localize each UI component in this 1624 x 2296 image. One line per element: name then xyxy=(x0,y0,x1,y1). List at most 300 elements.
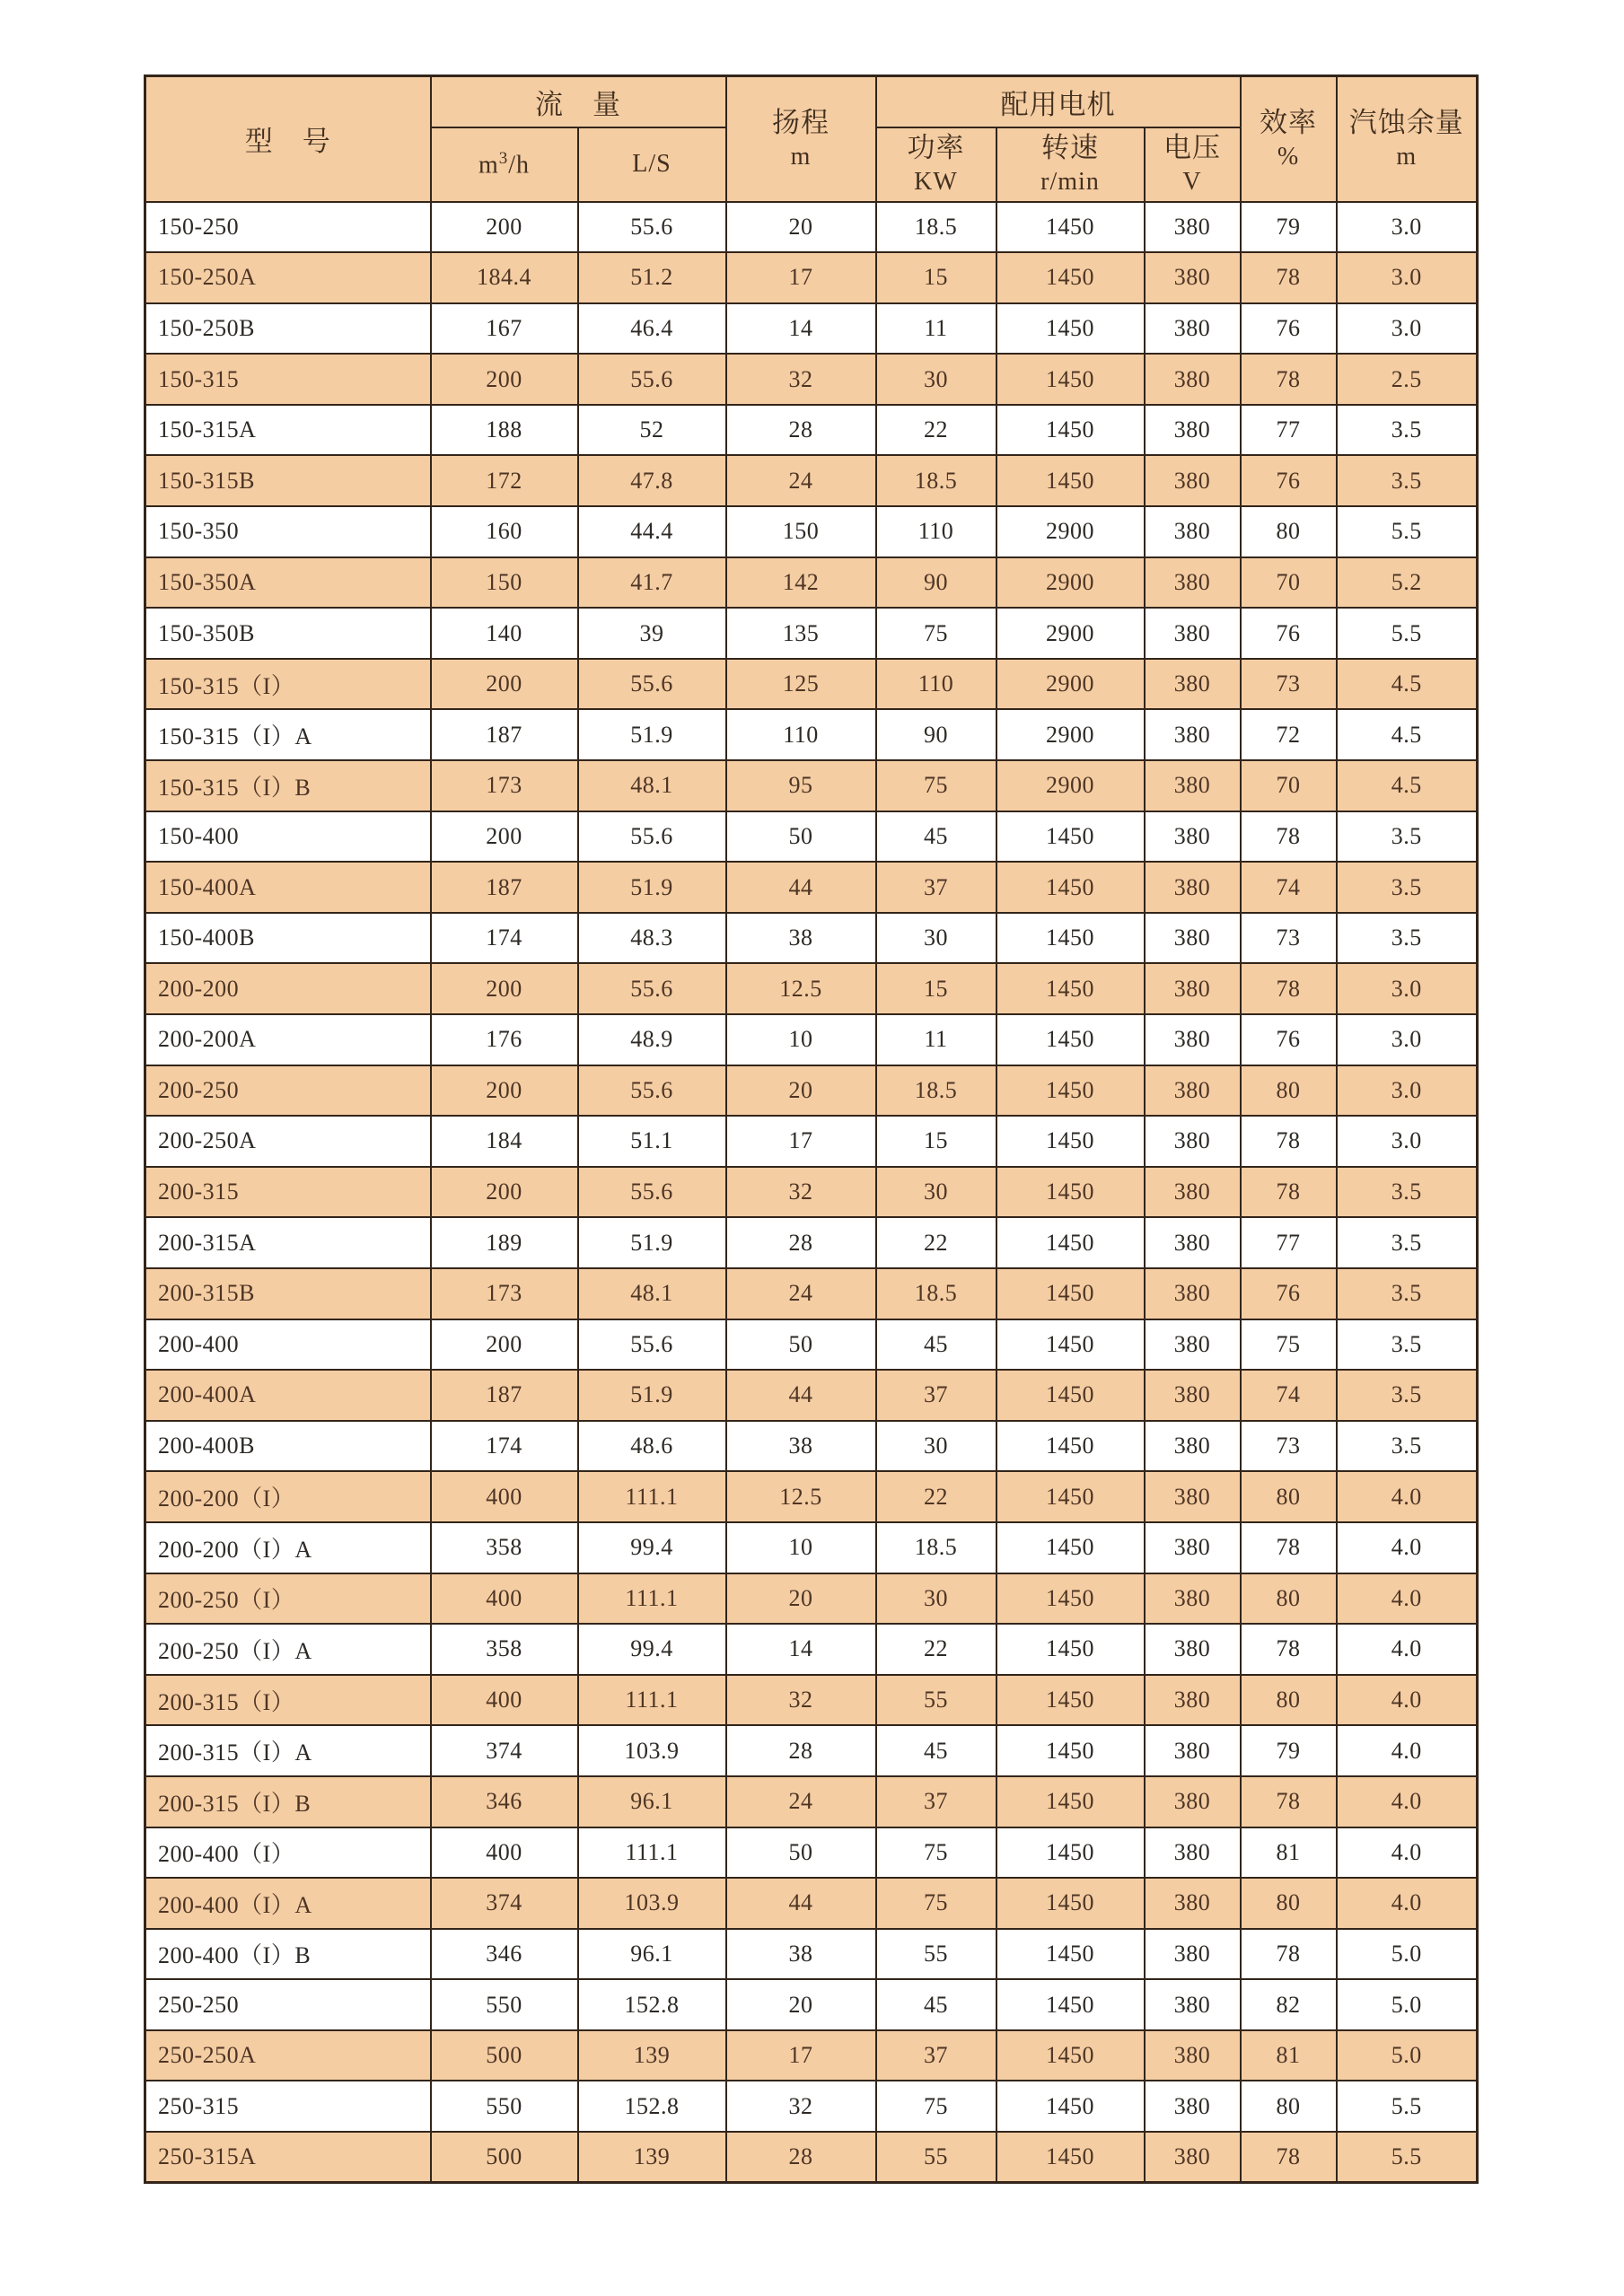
cell-voltage: 380 xyxy=(1145,354,1241,405)
cell-model: 200-250 xyxy=(145,1065,431,1117)
cell-speed: 1450 xyxy=(996,1116,1145,1167)
cell-power: 30 xyxy=(876,1167,996,1218)
header-motor-label: 配用电机 xyxy=(1000,88,1116,120)
cell-npsh: 4.5 xyxy=(1337,709,1478,760)
cell-power: 55 xyxy=(876,1929,996,1980)
cell-speed: 1450 xyxy=(996,963,1145,1014)
cell-ls: 51.9 xyxy=(578,1370,726,1421)
cell-npsh: 5.5 xyxy=(1337,506,1478,557)
cell-efficiency: 72 xyxy=(1241,709,1337,760)
table-row xyxy=(145,1624,1478,1675)
cell-head: 38 xyxy=(726,1421,876,1472)
cell-m3h: 400 xyxy=(431,1827,578,1879)
cell-ls: 111.1 xyxy=(578,1573,726,1625)
table-row xyxy=(145,1725,1478,1776)
cell-head: 28 xyxy=(726,1725,876,1776)
cell-voltage: 380 xyxy=(1145,1675,1241,1726)
cell-efficiency: 73 xyxy=(1241,1421,1337,1472)
header-efficiency-label: 效率 xyxy=(1260,106,1318,138)
cell-head: 17 xyxy=(726,2030,876,2081)
cell-efficiency: 78 xyxy=(1241,1522,1337,1573)
table-row xyxy=(145,1929,1478,1980)
cell-npsh: 3.0 xyxy=(1337,202,1478,253)
cell-efficiency: 78 xyxy=(1241,1929,1337,1980)
cell-npsh: 3.5 xyxy=(1337,455,1478,506)
cell-power: 45 xyxy=(876,1725,996,1776)
cell-power: 110 xyxy=(876,506,996,557)
table-row xyxy=(145,1167,1478,1218)
cell-efficiency: 77 xyxy=(1241,1217,1337,1268)
cell-voltage: 380 xyxy=(1145,1878,1241,1929)
cell-m3h: 400 xyxy=(431,1573,578,1625)
cell-power: 75 xyxy=(876,608,996,659)
cell-ls: 44.4 xyxy=(578,506,726,557)
cell-voltage: 380 xyxy=(1145,2030,1241,2081)
table-row xyxy=(145,455,1478,506)
cell-head: 20 xyxy=(726,1573,876,1625)
cell-model: 200-315（I）B xyxy=(145,1776,431,1827)
cell-speed: 1450 xyxy=(996,1878,1145,1929)
cell-head: 142 xyxy=(726,557,876,609)
cell-voltage: 380 xyxy=(1145,709,1241,760)
cell-model: 150-400B xyxy=(145,913,431,964)
cell-model: 150-315 xyxy=(145,354,431,405)
cell-ls: 55.6 xyxy=(578,202,726,253)
table-row xyxy=(145,1217,1478,1268)
cell-speed: 1450 xyxy=(996,1725,1145,1776)
cell-npsh: 4.0 xyxy=(1337,1471,1478,1522)
table-row xyxy=(145,1471,1478,1522)
cell-speed: 1450 xyxy=(996,2132,1145,2183)
cell-model: 150-350B xyxy=(145,608,431,659)
cell-m3h: 200 xyxy=(431,963,578,1014)
cell-speed: 1450 xyxy=(996,1471,1145,1522)
header-flow-m3h-rest: /h xyxy=(508,151,531,180)
cell-model: 250-250 xyxy=(145,1979,431,2030)
cell-power: 37 xyxy=(876,862,996,913)
cell-model: 200-400 xyxy=(145,1319,431,1371)
cell-speed: 1450 xyxy=(996,1014,1145,1065)
cell-ls: 47.8 xyxy=(578,455,726,506)
cell-voltage: 380 xyxy=(1145,1217,1241,1268)
cell-ls: 52 xyxy=(578,405,726,456)
cell-power: 30 xyxy=(876,1573,996,1625)
cell-power: 15 xyxy=(876,1116,996,1167)
cell-ls: 99.4 xyxy=(578,1522,726,1573)
cell-power: 30 xyxy=(876,1421,996,1472)
table-body xyxy=(145,202,1478,2183)
table-row xyxy=(145,1675,1478,1726)
cell-voltage: 380 xyxy=(1145,862,1241,913)
cell-efficiency: 74 xyxy=(1241,862,1337,913)
cell-speed: 1450 xyxy=(996,455,1145,506)
cell-model: 200-250（I） xyxy=(145,1573,431,1625)
cell-head: 110 xyxy=(726,709,876,760)
cell-head: 10 xyxy=(726,1014,876,1065)
cell-power: 15 xyxy=(876,963,996,1014)
cell-ls: 48.3 xyxy=(578,913,726,964)
cell-head: 10 xyxy=(726,1522,876,1573)
cell-m3h: 173 xyxy=(431,760,578,811)
header-head-label: 扬程 xyxy=(772,106,830,138)
cell-head: 44 xyxy=(726,1370,876,1421)
cell-efficiency: 75 xyxy=(1241,1319,1337,1371)
header-motor-power-unit: KW xyxy=(914,167,958,196)
cell-model: 200-250A xyxy=(145,1116,431,1167)
cell-head: 44 xyxy=(726,862,876,913)
cell-voltage: 380 xyxy=(1145,1421,1241,1472)
cell-power: 37 xyxy=(876,1370,996,1421)
cell-efficiency: 76 xyxy=(1241,455,1337,506)
cell-voltage: 380 xyxy=(1145,455,1241,506)
cell-speed: 2900 xyxy=(996,709,1145,760)
cell-head: 17 xyxy=(726,1116,876,1167)
cell-m3h: 188 xyxy=(431,405,578,456)
cell-m3h: 374 xyxy=(431,1878,578,1929)
cell-voltage: 380 xyxy=(1145,1319,1241,1371)
cell-power: 110 xyxy=(876,659,996,710)
header-motor-power xyxy=(876,127,996,202)
cell-npsh: 5.0 xyxy=(1337,2030,1478,2081)
cell-ls: 48.6 xyxy=(578,1421,726,1472)
cell-voltage: 380 xyxy=(1145,1979,1241,2030)
cell-efficiency: 76 xyxy=(1241,1014,1337,1065)
cell-npsh: 5.0 xyxy=(1337,1929,1478,1980)
cell-voltage: 380 xyxy=(1145,608,1241,659)
cell-model: 250-250A xyxy=(145,2030,431,2081)
cell-power: 22 xyxy=(876,1471,996,1522)
cell-m3h: 550 xyxy=(431,1979,578,2030)
cell-m3h: 187 xyxy=(431,709,578,760)
cell-speed: 1450 xyxy=(996,1522,1145,1573)
table-row xyxy=(145,2132,1478,2183)
cell-head: 12.5 xyxy=(726,1471,876,1522)
cell-model: 200-400（I）A xyxy=(145,1878,431,1929)
cell-voltage: 380 xyxy=(1145,1471,1241,1522)
header-motor-voltage xyxy=(1145,127,1241,202)
cell-power: 22 xyxy=(876,405,996,456)
cell-efficiency: 76 xyxy=(1241,1268,1337,1319)
cell-power: 45 xyxy=(876,1979,996,2030)
cell-head: 38 xyxy=(726,1929,876,1980)
table-row xyxy=(145,659,1478,710)
table-row xyxy=(145,1116,1478,1167)
cell-voltage: 380 xyxy=(1145,963,1241,1014)
cell-m3h: 140 xyxy=(431,608,578,659)
cell-model: 150-350A xyxy=(145,557,431,609)
cell-ls: 39 xyxy=(578,608,726,659)
cell-head: 38 xyxy=(726,913,876,964)
cell-speed: 1450 xyxy=(996,2030,1145,2081)
cell-m3h: 346 xyxy=(431,1776,578,1827)
cell-npsh: 3.5 xyxy=(1337,1370,1478,1421)
header-flow-label: 流 量 xyxy=(535,88,621,120)
cell-m3h: 400 xyxy=(431,1675,578,1726)
cell-m3h: 150 xyxy=(431,557,578,609)
cell-m3h: 346 xyxy=(431,1929,578,1980)
header-head-unit: m xyxy=(790,142,812,171)
cell-speed: 1450 xyxy=(996,202,1145,253)
cell-voltage: 380 xyxy=(1145,303,1241,355)
cell-voltage: 380 xyxy=(1145,557,1241,609)
cell-power: 75 xyxy=(876,1827,996,1879)
header-model-label: 型 号 xyxy=(244,126,331,158)
cell-ls: 55.6 xyxy=(578,1319,726,1371)
cell-m3h: 550 xyxy=(431,2081,578,2132)
header-motor-voltage-label: 电压 xyxy=(1163,132,1221,164)
header-flow-m3h xyxy=(431,127,578,202)
cell-npsh: 3.5 xyxy=(1337,1217,1478,1268)
cell-model: 200-315A xyxy=(145,1217,431,1268)
cell-power: 90 xyxy=(876,557,996,609)
cell-voltage: 380 xyxy=(1145,252,1241,303)
cell-npsh: 5.2 xyxy=(1337,557,1478,609)
cell-m3h: 200 xyxy=(431,811,578,863)
cell-head: 14 xyxy=(726,303,876,355)
table-row xyxy=(145,2030,1478,2081)
cell-npsh: 3.5 xyxy=(1337,1319,1478,1371)
cell-ls: 152.8 xyxy=(578,1979,726,2030)
cell-efficiency: 80 xyxy=(1241,1471,1337,1522)
table-row xyxy=(145,202,1478,253)
cell-power: 30 xyxy=(876,913,996,964)
cell-m3h: 200 xyxy=(431,354,578,405)
cell-m3h: 187 xyxy=(431,1370,578,1421)
cell-speed: 1450 xyxy=(996,1827,1145,1879)
cell-head: 28 xyxy=(726,1217,876,1268)
cell-model: 200-200（I）A xyxy=(145,1522,431,1573)
cell-speed: 1450 xyxy=(996,1776,1145,1827)
cell-power: 18.5 xyxy=(876,202,996,253)
table-row xyxy=(145,1014,1478,1065)
cell-efficiency: 76 xyxy=(1241,303,1337,355)
cell-ls: 152.8 xyxy=(578,2081,726,2132)
cell-m3h: 174 xyxy=(431,1421,578,1472)
table-row xyxy=(145,963,1478,1014)
cell-ls: 48.1 xyxy=(578,760,726,811)
cell-voltage: 380 xyxy=(1145,1929,1241,1980)
cell-model: 150-315（I）A xyxy=(145,709,431,760)
header-model xyxy=(145,76,431,202)
header-flow xyxy=(431,76,726,127)
cell-efficiency: 76 xyxy=(1241,608,1337,659)
cell-model: 250-315 xyxy=(145,2081,431,2132)
cell-voltage: 380 xyxy=(1145,1268,1241,1319)
table-row xyxy=(145,1268,1478,1319)
cell-npsh: 3.5 xyxy=(1337,913,1478,964)
cell-npsh: 2.5 xyxy=(1337,354,1478,405)
cell-ls: 111.1 xyxy=(578,1827,726,1879)
cell-npsh: 4.0 xyxy=(1337,1675,1478,1726)
cell-ls: 111.1 xyxy=(578,1675,726,1726)
cell-npsh: 4.0 xyxy=(1337,1878,1478,1929)
cell-speed: 2900 xyxy=(996,659,1145,710)
cell-m3h: 187 xyxy=(431,862,578,913)
header-motor-voltage-unit: V xyxy=(1182,167,1202,196)
cell-speed: 1450 xyxy=(996,1268,1145,1319)
header-npsh-unit: m xyxy=(1396,142,1418,171)
cell-head: 20 xyxy=(726,202,876,253)
cell-efficiency: 78 xyxy=(1241,252,1337,303)
table-row xyxy=(145,506,1478,557)
header-flow-m3h-sup: 3 xyxy=(498,148,509,168)
table-row xyxy=(145,1573,1478,1625)
cell-power: 11 xyxy=(876,1014,996,1065)
table-row xyxy=(145,1522,1478,1573)
cell-speed: 1450 xyxy=(996,1979,1145,2030)
cell-head: 24 xyxy=(726,455,876,506)
cell-npsh: 5.5 xyxy=(1337,2132,1478,2183)
cell-voltage: 380 xyxy=(1145,811,1241,863)
cell-npsh: 5.5 xyxy=(1337,608,1478,659)
cell-model: 200-400（I） xyxy=(145,1827,431,1879)
cell-m3h: 200 xyxy=(431,659,578,710)
table-row xyxy=(145,1370,1478,1421)
table-row xyxy=(145,354,1478,405)
cell-power: 37 xyxy=(876,2030,996,2081)
table-row xyxy=(145,709,1478,760)
cell-efficiency: 81 xyxy=(1241,2030,1337,2081)
cell-efficiency: 80 xyxy=(1241,506,1337,557)
cell-npsh: 4.0 xyxy=(1337,1522,1478,1573)
table-header xyxy=(145,76,1478,202)
cell-voltage: 380 xyxy=(1145,1014,1241,1065)
cell-m3h: 184 xyxy=(431,1116,578,1167)
header-motor-speed xyxy=(996,127,1145,202)
cell-m3h: 200 xyxy=(431,202,578,253)
cell-head: 12.5 xyxy=(726,963,876,1014)
cell-power: 45 xyxy=(876,811,996,863)
cell-head: 50 xyxy=(726,811,876,863)
header-efficiency-unit: % xyxy=(1277,142,1300,171)
cell-model: 200-200 xyxy=(145,963,431,1014)
cell-npsh: 4.0 xyxy=(1337,1725,1478,1776)
cell-model: 200-250（I）A xyxy=(145,1624,431,1675)
cell-efficiency: 70 xyxy=(1241,760,1337,811)
cell-ls: 99.4 xyxy=(578,1624,726,1675)
cell-npsh: 3.0 xyxy=(1337,1116,1478,1167)
cell-m3h: 173 xyxy=(431,1268,578,1319)
cell-model: 150-400 xyxy=(145,811,431,863)
cell-ls: 111.1 xyxy=(578,1471,726,1522)
cell-model: 150-315（I）B xyxy=(145,760,431,811)
cell-speed: 1450 xyxy=(996,1929,1145,1980)
header-efficiency xyxy=(1241,76,1337,202)
cell-ls: 51.1 xyxy=(578,1116,726,1167)
cell-speed: 1450 xyxy=(996,862,1145,913)
cell-ls: 96.1 xyxy=(578,1776,726,1827)
cell-m3h: 374 xyxy=(431,1725,578,1776)
cell-npsh: 3.5 xyxy=(1337,1268,1478,1319)
table-row xyxy=(145,303,1478,355)
cell-power: 18.5 xyxy=(876,1522,996,1573)
cell-ls: 55.6 xyxy=(578,659,726,710)
cell-head: 125 xyxy=(726,659,876,710)
cell-power: 11 xyxy=(876,303,996,355)
cell-ls: 51.9 xyxy=(578,1217,726,1268)
cell-ls: 55.6 xyxy=(578,1167,726,1218)
cell-ls: 41.7 xyxy=(578,557,726,609)
cell-head: 32 xyxy=(726,354,876,405)
cell-npsh: 3.0 xyxy=(1337,1014,1478,1065)
cell-voltage: 380 xyxy=(1145,1065,1241,1117)
cell-model: 200-315B xyxy=(145,1268,431,1319)
cell-power: 22 xyxy=(876,1624,996,1675)
cell-voltage: 380 xyxy=(1145,760,1241,811)
cell-power: 55 xyxy=(876,2132,996,2183)
cell-speed: 2900 xyxy=(996,760,1145,811)
cell-model: 200-400B xyxy=(145,1421,431,1472)
cell-head: 32 xyxy=(726,1675,876,1726)
cell-model: 250-315A xyxy=(145,2132,431,2183)
cell-head: 20 xyxy=(726,1979,876,2030)
cell-speed: 1450 xyxy=(996,1217,1145,1268)
cell-efficiency: 77 xyxy=(1241,405,1337,456)
cell-npsh: 3.0 xyxy=(1337,252,1478,303)
cell-efficiency: 78 xyxy=(1241,354,1337,405)
cell-ls: 55.6 xyxy=(578,811,726,863)
cell-speed: 1450 xyxy=(996,1421,1145,1472)
header-motor-speed-label: 转速 xyxy=(1041,132,1099,164)
cell-m3h: 174 xyxy=(431,913,578,964)
cell-speed: 2900 xyxy=(996,557,1145,609)
cell-ls: 139 xyxy=(578,2030,726,2081)
cell-npsh: 5.5 xyxy=(1337,2081,1478,2132)
cell-ls: 48.9 xyxy=(578,1014,726,1065)
cell-head: 24 xyxy=(726,1268,876,1319)
cell-voltage: 380 xyxy=(1145,2132,1241,2183)
cell-power: 37 xyxy=(876,1776,996,1827)
cell-efficiency: 81 xyxy=(1241,1827,1337,1879)
header-motor xyxy=(876,76,1241,127)
cell-speed: 1450 xyxy=(996,1319,1145,1371)
cell-m3h: 200 xyxy=(431,1167,578,1218)
cell-voltage: 380 xyxy=(1145,1370,1241,1421)
table-row xyxy=(145,608,1478,659)
cell-voltage: 380 xyxy=(1145,405,1241,456)
cell-speed: 1450 xyxy=(996,811,1145,863)
table-row xyxy=(145,1979,1478,2030)
cell-power: 18.5 xyxy=(876,1268,996,1319)
cell-m3h: 160 xyxy=(431,506,578,557)
cell-speed: 2900 xyxy=(996,608,1145,659)
cell-voltage: 380 xyxy=(1145,1167,1241,1218)
cell-m3h: 500 xyxy=(431,2030,578,2081)
cell-model: 150-250A xyxy=(145,252,431,303)
cell-voltage: 380 xyxy=(1145,2081,1241,2132)
cell-efficiency: 78 xyxy=(1241,1116,1337,1167)
cell-voltage: 380 xyxy=(1145,1725,1241,1776)
cell-speed: 2900 xyxy=(996,506,1145,557)
cell-efficiency: 73 xyxy=(1241,913,1337,964)
cell-speed: 1450 xyxy=(996,913,1145,964)
table-row xyxy=(145,557,1478,609)
cell-efficiency: 79 xyxy=(1241,1725,1337,1776)
header-motor-speed-unit: r/min xyxy=(1040,167,1100,196)
cell-voltage: 380 xyxy=(1145,1624,1241,1675)
cell-efficiency: 82 xyxy=(1241,1979,1337,2030)
cell-head: 44 xyxy=(726,1878,876,1929)
cell-head: 50 xyxy=(726,1827,876,1879)
cell-efficiency: 80 xyxy=(1241,1065,1337,1117)
cell-ls: 55.6 xyxy=(578,1065,726,1117)
cell-m3h: 400 xyxy=(431,1471,578,1522)
cell-speed: 1450 xyxy=(996,405,1145,456)
cell-speed: 1450 xyxy=(996,1065,1145,1117)
cell-npsh: 3.5 xyxy=(1337,862,1478,913)
cell-efficiency: 80 xyxy=(1241,1573,1337,1625)
cell-speed: 1450 xyxy=(996,2081,1145,2132)
